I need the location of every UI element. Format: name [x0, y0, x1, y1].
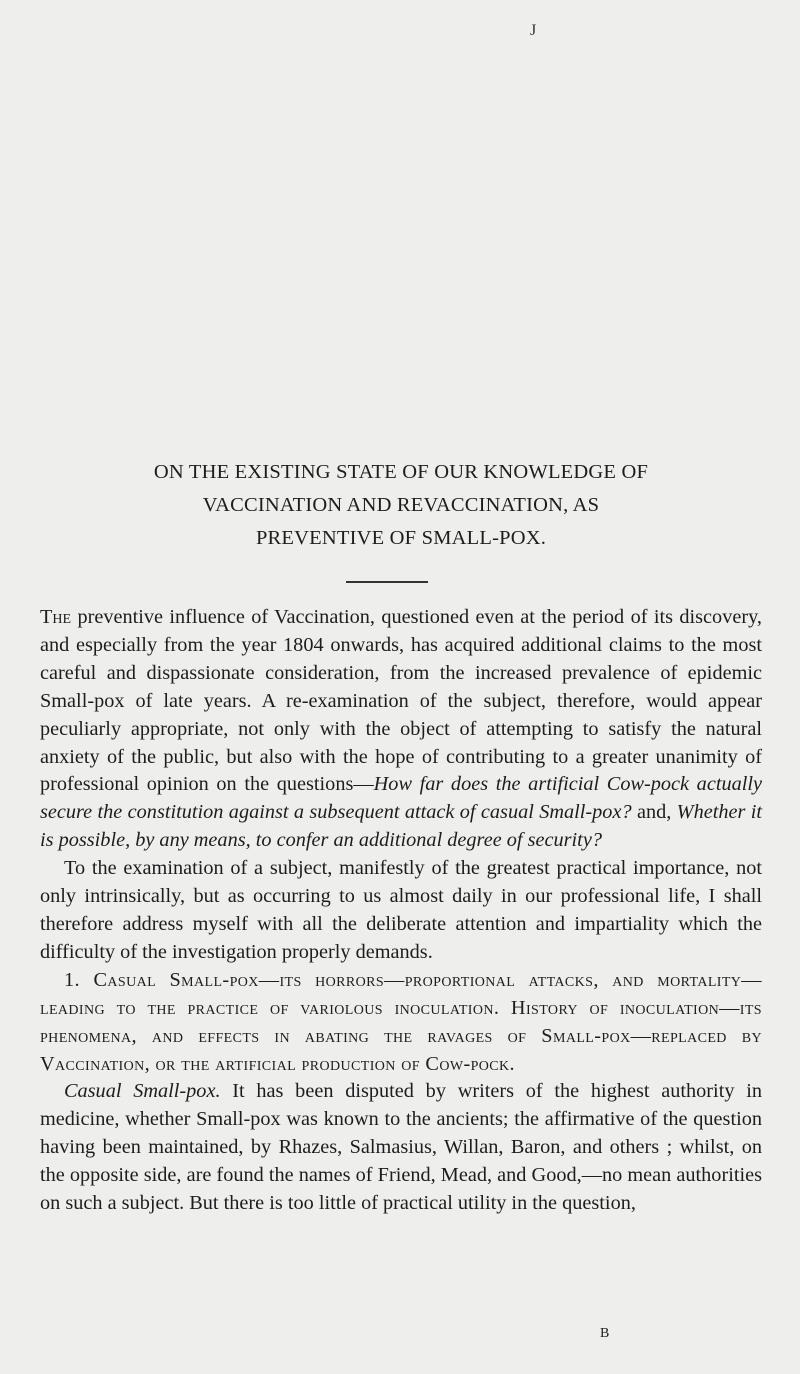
- paragraph-casual-smallpox-text: It has been disputed by writers of the highest authority in medicine, whether Small-pox was known to the ancients; the affirmative of the question having been maintained, by Rhazes, Salmasius, Willan, Baron, and others ; whilst, on the opposite side, are found the names of Friend, Mead, and Good,—no mean authorities on such a subject. But there is too little of practical utility in the question,: [40, 1080, 762, 1215]
- question-2: Whether it is possible, by any means, to confer an additional degree of security?: [40, 801, 763, 852]
- title-divider: [346, 581, 428, 583]
- title-line-1: ON THE EXISTING STATE OF OUR KNOWLEDGE OF: [153, 461, 649, 483]
- page: [40, 0, 762, 1374]
- signature-mark: B: [600, 1326, 610, 1341]
- title-line-2: VACCINATION AND REVACCINATION, AS: [202, 494, 600, 516]
- paragraph-casual-smallpox: [40, 1078, 762, 1218]
- page-title: [40, 456, 762, 555]
- top-mark: J: [530, 22, 537, 39]
- paragraph-examination: To the examination of a subject, manifestly of the greatest practical importance, not only intrinsically, but as occurring to us almost daily in our professional life, I shall therefore address myself with all the deliberate attention and impartiality which the difficulty of the investigation properly demands.: [40, 857, 762, 963]
- paragraph-intro-text-b: and,: [631, 801, 677, 824]
- title-line-3: PREVENTIVE OF SMALL-POX.: [255, 527, 547, 549]
- paragraph-lead: The: [40, 606, 72, 628]
- paragraph-intro: [40, 604, 762, 855]
- section-heading-1: 1. Casual Small-pox—its horrors—proportional attacks, and mortality—leading to the practice of variolous inoculation. History of inoculation—its phenomena, and effects in abating the ravages of Small-pox—replaced by Vaccination, or the artificial production of Cow-pock.: [40, 968, 762, 1075]
- paragraph-italic-lead: Casual Small-pox.: [64, 1080, 221, 1103]
- question-1: How far does the artificial Cow-pock actually secure the constitution against a subsequent attack of casual Small-pox?: [40, 773, 763, 824]
- body-text: [40, 604, 762, 1218]
- paragraph-intro-text-a: preventive influence of Vaccination, questioned even at the period of its discovery, and especially from the year 1804 onwards, has acquired additional claims to the most careful and dispassionate consideration, from the increased prevalence of epidemic Small-pox of late years. A re-examination of the subject, therefore, would appear peculiarly appropriate, not only with the object of attempting to satisfy the natural anxiety of the public, but also with the hope of contributing to a greater unanimity of professional opinion on the questions—: [40, 606, 762, 796]
